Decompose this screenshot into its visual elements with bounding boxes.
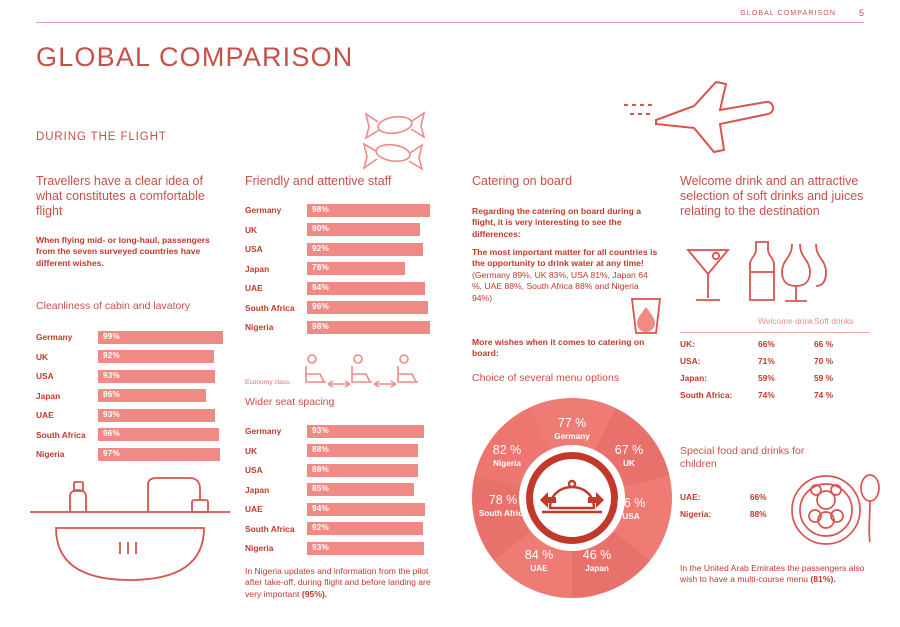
bar-fill <box>307 483 414 496</box>
bar-row <box>245 301 433 315</box>
page-title: GLOBAL COMPARISON <box>36 42 354 72</box>
header-rule <box>36 22 864 23</box>
column3-para3: More wishes when it comes to catering on board: <box>472 337 645 359</box>
bar-track <box>307 542 433 555</box>
table-row: Japan: 59% 59 % <box>680 373 834 383</box>
bar-value-label: 97% <box>103 448 120 458</box>
column4-footnote <box>680 563 875 586</box>
bar-category-label: Germany <box>245 426 282 436</box>
bar-track <box>307 243 433 256</box>
bar-value-label: 96% <box>312 302 329 311</box>
donut-label-uk: 67 % UK <box>614 443 644 468</box>
bar-track <box>307 301 433 314</box>
bar-fill <box>307 262 405 275</box>
donut-label-south-africa: 78 % South Africa <box>478 493 528 518</box>
menu-options-donut-chart <box>472 398 672 598</box>
bar-fill <box>98 428 219 441</box>
bar-track <box>98 331 224 344</box>
bar-category-label: Nigeria <box>245 543 274 553</box>
bar-category-label: South Africa <box>245 302 295 313</box>
bar-fill <box>98 350 214 363</box>
bar-category-label: USA <box>245 465 263 475</box>
table-rule <box>680 332 870 333</box>
bar-value-label: 92% <box>103 351 120 360</box>
column3-para2-bold: The most important matter for all countries is the opportunity to drink water at any time! <box>472 247 658 269</box>
column2-heading2: Wider seat spacing <box>245 396 335 408</box>
bar-track <box>98 409 224 422</box>
bar-value-label: 93% <box>312 542 329 552</box>
th-country <box>680 316 758 326</box>
bar-row <box>245 463 433 477</box>
bar-value-label: 86% <box>103 390 120 399</box>
bar-value-label: 93% <box>103 409 120 419</box>
bar-fill <box>307 223 420 236</box>
bar-value-label: 92% <box>312 243 329 253</box>
bar-value-label: 94% <box>312 503 329 513</box>
bar-track <box>307 223 433 236</box>
table-header-row <box>680 316 870 326</box>
bar-fill <box>307 464 418 477</box>
bar-row <box>36 330 224 344</box>
drinks-icon <box>682 238 842 308</box>
bar-row <box>245 522 433 536</box>
bar-category-label: Germany <box>36 332 73 342</box>
bar-row <box>245 262 433 276</box>
bar-row <box>36 369 224 383</box>
column2-footnote-bold: (95%). <box>301 588 328 599</box>
bar-fill <box>307 301 428 314</box>
bar-row <box>245 483 433 497</box>
bar-row <box>245 281 433 295</box>
donut-title: Choice of several menu options <box>472 372 620 384</box>
bar-track <box>98 428 224 441</box>
column4-footnote-bold: (81%). <box>810 574 836 585</box>
column4-footnote-text: In the United Arab Emirates the passengers also wish to have a multi-course menu <box>680 563 865 585</box>
bar-value-label: 93% <box>103 370 120 380</box>
bar-fill <box>98 409 215 422</box>
bar-category-label: Nigeria <box>245 322 274 332</box>
bar-row <box>245 320 433 334</box>
bar-value-label: 98% <box>312 204 329 214</box>
bar-fill <box>98 370 215 383</box>
bar-fill <box>98 389 206 402</box>
column2-heading: Friendly and attentive staff <box>245 174 392 188</box>
table-row: UK: 66% 66 % <box>680 339 834 349</box>
donut-label-uae: 84 % UAE <box>524 548 554 573</box>
bar-value-label: 92% <box>312 523 329 532</box>
bar-track <box>307 444 433 457</box>
bar-track <box>98 448 224 461</box>
column2-footnote-text: In Nigeria updates and information from the pilot after take-off, during flight and before landing are very important <box>245 566 431 599</box>
donut-label-usa: 66 % USA <box>616 496 646 521</box>
bar-category-label: UAE <box>245 504 263 514</box>
bar-category-label: Japan <box>245 484 270 495</box>
bar-track <box>98 370 224 383</box>
water-glass-icon <box>626 293 666 337</box>
bar-fill <box>98 448 220 461</box>
bar-fill <box>307 243 423 256</box>
bar-category-label: UK <box>245 445 258 456</box>
bar-row <box>245 444 433 458</box>
bar-value-label: 98% <box>312 321 329 331</box>
donut-label-japan: 46 % Japan <box>582 548 612 573</box>
bar-value-label: 88% <box>312 464 329 474</box>
donut-label-nigeria: 82 % Nigeria <box>492 443 522 468</box>
column1-chart-title: Cleanliness of cabin and lavatory <box>36 300 191 312</box>
bar-category-label: Nigeria <box>36 449 65 459</box>
bar-value-label: 96% <box>103 429 120 438</box>
bar-fill <box>307 444 418 457</box>
bar-category-label: South Africa <box>36 429 86 440</box>
bar-row <box>36 447 224 461</box>
bar-category-label: UAE <box>245 283 263 293</box>
bar-row <box>36 428 224 442</box>
bar-value-label: 99% <box>103 331 120 341</box>
bar-fill <box>307 503 425 516</box>
bar-fill <box>98 331 223 344</box>
column1-intro: When flying mid- or long-haul, passengers from the seven surveyed countries have different wishes. <box>36 235 210 268</box>
bar-row <box>245 541 433 555</box>
bar-category-label: South Africa <box>245 523 295 534</box>
column4-heading: Welcome drink and an attractive selection of soft drinks and juices relating to the destination <box>680 174 864 218</box>
bar-category-label: USA <box>36 371 54 381</box>
bar-fill <box>307 204 430 217</box>
column3-heading: Catering on board <box>472 174 573 188</box>
section-kicker: DURING THE FLIGHT <box>36 131 167 143</box>
bar-row <box>245 242 433 256</box>
bar-category-label: Japan <box>245 263 270 274</box>
bar-value-label: 94% <box>312 282 329 292</box>
bar-row <box>245 203 433 217</box>
column3-para1: Regarding the catering on board during a flight, it is very interesting to see the differences: <box>472 206 642 239</box>
bar-row <box>36 389 224 403</box>
bar-category-label: UAE <box>36 410 54 420</box>
bar-value-label: 93% <box>312 425 329 435</box>
table-row: South Africa: 74% 74 % <box>680 390 834 400</box>
bar-track <box>307 204 433 217</box>
bar-category-label: UK <box>245 224 258 235</box>
bar-row <box>245 223 433 237</box>
bar-track <box>307 425 433 438</box>
bar-value-label: 88% <box>312 445 329 454</box>
table-row: UAE: 66% <box>680 492 767 502</box>
th-welcome-drink: Welcome drink <box>758 316 814 326</box>
table-row: USA: 71% 70 % <box>680 356 834 366</box>
economy-class-label: Economy class: <box>245 379 292 386</box>
bar-category-label: USA <box>245 244 263 254</box>
food-tray-icon <box>534 470 610 526</box>
bar-track <box>307 262 433 275</box>
seat-row-icon <box>300 352 432 390</box>
bar-fill <box>307 542 424 555</box>
bar-track <box>307 321 433 334</box>
bar-category-label: UK <box>36 351 49 362</box>
bar-value-label: 85% <box>312 484 329 493</box>
column1-heading: Travellers have a clear idea of what constitutes a comfortable flight <box>36 174 205 218</box>
bar-category-label: Germany <box>245 205 282 215</box>
bar-track <box>307 282 433 295</box>
bar-row <box>36 408 224 422</box>
th-soft-drinks: Soft drinks <box>814 316 854 326</box>
bar-track <box>307 464 433 477</box>
candy-icon <box>355 105 435 177</box>
bar-fill <box>307 425 424 438</box>
bar-row <box>245 424 433 438</box>
bar-category-label: Japan <box>36 390 61 401</box>
bar-row <box>36 350 224 364</box>
bar-track <box>307 503 433 516</box>
bar-row <box>245 502 433 516</box>
staff-bar-chart <box>245 203 433 340</box>
cleanliness-bar-chart <box>36 330 224 467</box>
children-food-table <box>680 492 800 526</box>
bar-fill <box>307 321 430 334</box>
bar-track <box>307 522 433 535</box>
bar-fill <box>307 522 423 535</box>
running-head: GLOBAL COMPARISON <box>740 10 836 17</box>
column3-para2-rest: (Germany 89%, UK 83%, USA 81%, Japan 64 %, UAE 88%, South Africa 88% and Nigeria 94%) <box>472 269 648 303</box>
donut-label-germany: 77 % Germany <box>554 416 590 441</box>
table-row: Nigeria: 88% <box>680 509 767 519</box>
bar-track <box>98 389 224 402</box>
welcome-drink-table <box>680 316 870 407</box>
bar-track <box>98 350 224 363</box>
childrens-plate-icon <box>790 470 890 548</box>
washbasin-icon <box>30 470 230 588</box>
seat-spacing-bar-chart <box>245 424 433 561</box>
bar-fill <box>307 282 425 295</box>
bar-track <box>307 483 433 496</box>
airplane-icon <box>620 72 780 168</box>
bar-value-label: 90% <box>312 224 329 233</box>
bar-value-label: 78% <box>312 263 329 272</box>
column4-heading2: Special food and drinks for children <box>680 445 805 470</box>
column2-footnote <box>245 566 443 600</box>
page-number: 5 <box>858 8 864 18</box>
